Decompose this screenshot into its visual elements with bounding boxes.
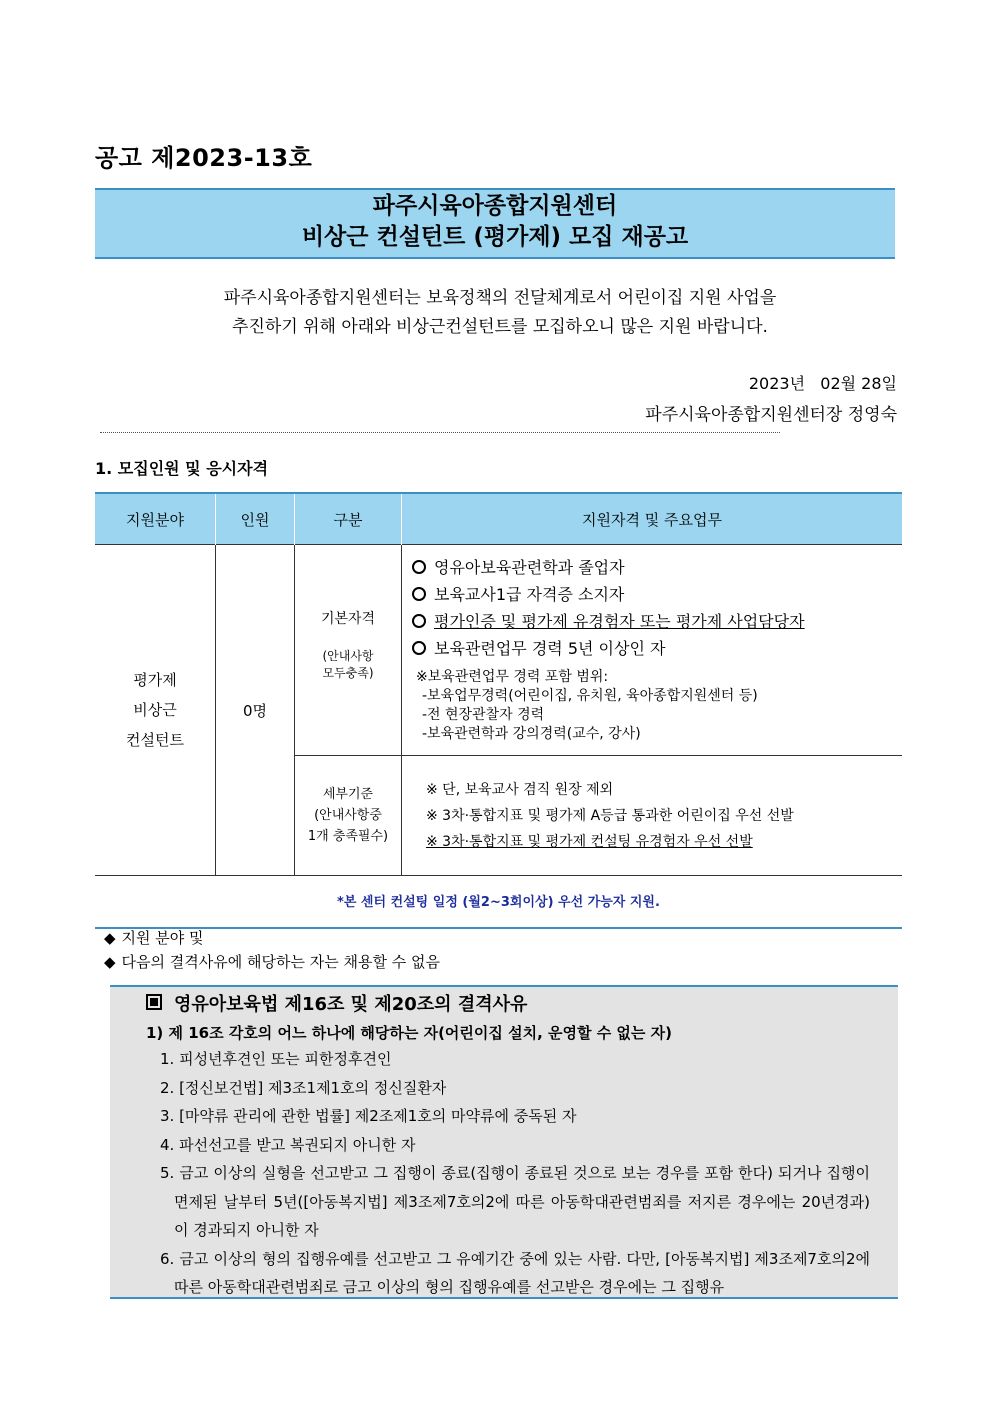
disqualification-list — [160, 1045, 870, 1302]
list-item: 1. 피성년후견인 또는 피한정후견인 — [160, 1050, 392, 1068]
box-subheading: 1) 제 16조 각호의 어느 하나에 해당하는 자(어린이집 설치, 운영할 수 없는 자) — [146, 1024, 672, 1042]
circle-bullet-icon — [412, 614, 426, 628]
diamond-text: 지원 분야 및 — [121, 929, 204, 947]
circle-bullet-icon — [412, 560, 426, 574]
header-field: 지원분야 — [95, 493, 216, 545]
item-text: 보육관련업무 경력 5년 이상인 자 — [434, 639, 666, 658]
field-line: 비상근 — [133, 701, 177, 719]
diamond-note-1 — [104, 927, 204, 948]
detail-item: ※ 3차·통합지표 및 평가제 A등급 통과한 어린이집 우선 선발 — [426, 807, 794, 824]
field-line: 평가제 — [133, 671, 177, 689]
notice-number: 공고 제2023-13호 — [95, 144, 313, 172]
item-text: 평가인증 및 평가제 유경험자 또는 평가제 사업담당자 — [434, 612, 805, 631]
scope-item: -전 현장관찰자 경력 — [422, 707, 545, 723]
list-item: 3. [마약류 관리에 관한 법률] 제2조제1호의 마약류에 중독된 자 — [160, 1107, 577, 1125]
list-item: 4. 파선선고를 받고 복권되지 아니한 자 — [160, 1135, 416, 1154]
header-category: 구분 — [295, 493, 402, 545]
section-1-title: 1. 모집인원 및 응시자격 — [95, 459, 269, 478]
header-count: 인원 — [216, 493, 295, 545]
list-item — [412, 608, 902, 635]
list-item: 5. 금고 이상의 실형을 선고받고 그 집행이 종료(집행이 종료된 것으로 보는 경우를 포함 한다) 되거나 집행이 면제된 날부터 5년([아동복지법] 제3조제7호의2에 따른 아동학대관련범죄를 저지른 경우에는 20년경과)이 경과되지 아니한 자 — [160, 1164, 870, 1239]
header-qualification: 지원자격 및 주요업무 — [402, 493, 903, 545]
scope-title: ※보육관련업무 경력 포함 범위: — [416, 669, 609, 685]
basic-sublabel: (안내사항 — [322, 649, 374, 663]
basic-label-cell — [295, 545, 402, 756]
box-heading — [146, 990, 527, 1016]
dotted-divider — [100, 432, 780, 433]
count-cell: 0명 — [216, 545, 295, 876]
list-item: 6. 금고 이상의 형의 집행유예를 선고받고 그 유예기간 중에 있는 사람. 다만, [아동복지법] 제3조제7호의2에 따른 아동학대관련범죄로 금고 이상의 형의 집행유예를 선고받은 경우에는 그 집행유 — [160, 1249, 870, 1296]
list-item — [412, 635, 902, 662]
detail-items-cell — [402, 756, 903, 876]
field-line: 컨설턴트 — [126, 731, 184, 749]
basic-items-cell — [402, 545, 903, 756]
intro — [95, 284, 905, 342]
diamond-bullet-icon: ◆ — [104, 929, 116, 947]
signer: 파주시육아종합지원센터장 정영숙 — [645, 405, 897, 425]
item-text: 보육교사1급 자격증 소지자 — [434, 585, 625, 604]
title-line-2: 비상근 컨설턴트 (평가제) 모집 재공고 — [301, 224, 689, 250]
item-text: 영유아보육관련학과 졸업자 — [434, 558, 625, 577]
basic-sublabel: 모두충족) — [322, 666, 374, 680]
blue-divider — [95, 927, 902, 929]
list-item — [412, 554, 902, 581]
circle-bullet-icon — [412, 587, 426, 601]
basic-label: 기본자격 — [320, 611, 376, 627]
title-line-1: 파주시육아종합지원센터 — [372, 193, 618, 219]
detail-label: (안내사항중 — [314, 808, 382, 823]
list-item: 2. [정신보건법] 제3조1제1호의 정신질환자 — [160, 1078, 447, 1097]
table-header-row — [95, 493, 902, 545]
table-note: *본 센터 컨설팅 일정 (월2~3회이상) 우선 가능자 지원. — [337, 895, 660, 910]
scope-item: -보육업무경력(어린이집, 유치원, 육아종합지원센터 등) — [422, 688, 758, 704]
diamond-bullet-icon: ◆ — [104, 953, 116, 971]
heading-text: 영유아보육법 제16조 및 제20조의 결격사유 — [174, 994, 528, 1015]
scope-item: -보육관련학과 강의경력(교수, 강사) — [422, 726, 641, 742]
diamond-note-2 — [104, 951, 440, 972]
detail-label-cell — [295, 756, 402, 876]
intro-line-2: 추진하기 위해 아래와 비상근컨설턴트를 모집하오니 많은 지원 바랍니다. — [232, 317, 768, 337]
intro-line-1: 파주시육아종합지원센터는 보육정책의 전달체계로서 어린이집 지원 사업을 — [223, 288, 777, 308]
detail-label: 세부기준 — [322, 787, 374, 802]
square-bullet-icon — [146, 994, 162, 1010]
diamond-text: 다음의 결격사유에 해당하는 자는 채용할 수 없음 — [121, 953, 440, 971]
table-row — [95, 545, 902, 756]
notice-date: 2023년 02월 28일 — [748, 374, 897, 393]
detail-item: ※ 3차·통합지표 및 평가제 컨설팅 유경험자 우선 선발 — [426, 833, 753, 850]
circle-bullet-icon — [412, 641, 426, 655]
field-cell — [95, 545, 216, 876]
disqualification-box — [110, 985, 898, 1299]
qualification-table — [95, 492, 902, 876]
scope-block — [412, 668, 902, 744]
detail-label: 1개 충족필수) — [307, 829, 389, 844]
title-box — [95, 188, 895, 259]
detail-item: ※ 단, 보육교사 겸직 원장 제외 — [426, 781, 614, 798]
list-item — [412, 581, 902, 608]
